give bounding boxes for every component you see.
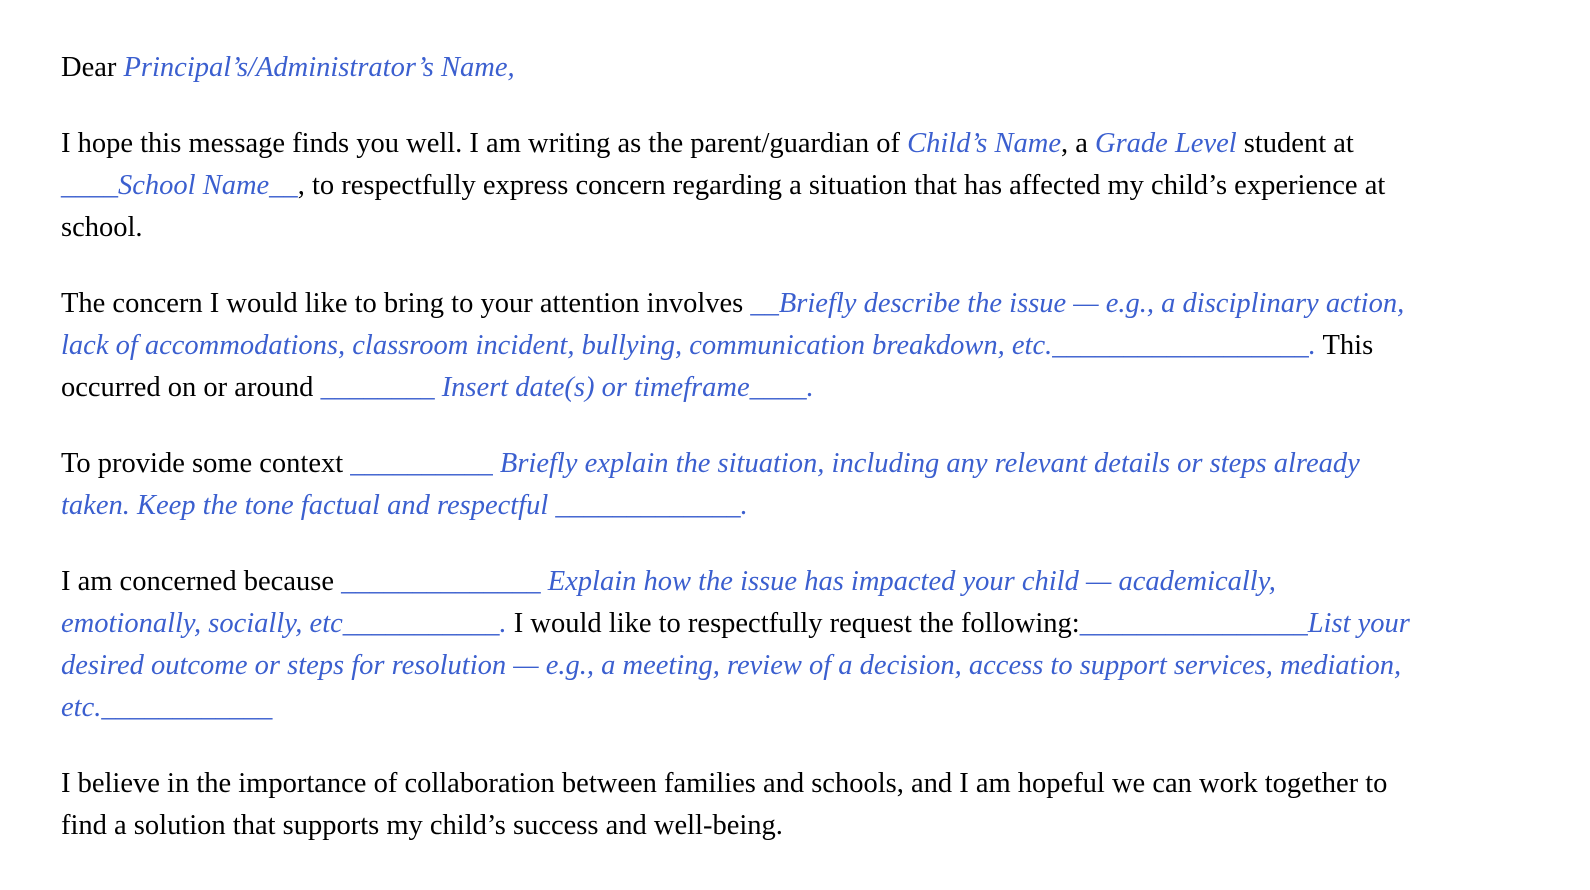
child-name-placeholder[interactable]: Child’s Name: [907, 128, 1061, 159]
school-name-placeholder[interactable]: ____School Name__: [61, 170, 298, 201]
outcome-placeholder[interactable]: ________________List your desired outcome or steps for resolution — e.g., a meeting, review of a decision, access to support services, mediation, etc.____________: [61, 608, 1410, 723]
date-placeholder[interactable]: ________ Insert date(s) or timeframe____.: [320, 372, 814, 403]
paragraph-closing: [61, 763, 1421, 847]
request-text-2: I would like to respectfully request the following:: [506, 608, 1080, 639]
context-placeholder[interactable]: __________ Briefly explain the situation, including any relevant details or steps already taken. Keep the tone factual and respectful _____________.: [61, 448, 1360, 521]
intro-text-2: , a: [1060, 128, 1095, 159]
concern-text-1: The concern I would like to bring to your attention involves: [61, 288, 751, 319]
recipient-name-placeholder[interactable]: Principal’s/Administrator’s Name,: [123, 52, 515, 83]
request-text-1: I am concerned because: [61, 566, 342, 597]
closing-text: I believe in the importance of collaboration between families and schools, and I am hopeful we can work together to find a solution that supports my child’s success and well-being.: [61, 768, 1388, 841]
concern-text-2: This occurred on or around: [61, 330, 1374, 403]
issue-description-placeholder[interactable]: __Briefly describe the issue — e.g., a disciplinary action, lack of accommodations, classroom incident, bullying, communication breakdown, etc.__________________.: [61, 288, 1405, 361]
intro-text-1: I hope this message finds you well. I am writing as the parent/guardian of: [61, 128, 908, 159]
grade-level-placeholder[interactable]: Grade Level: [1095, 128, 1237, 159]
salutation-prefix: Dear: [61, 52, 124, 83]
impact-placeholder[interactable]: ______________ Explain how the issue has impacted your child — academically, emotionally, socially, etc___________.: [61, 566, 1276, 639]
paragraph-request: [61, 561, 1421, 729]
letter-body: [61, 47, 1421, 881]
paragraph-context: [61, 443, 1421, 527]
intro-text-3: student at: [1236, 128, 1354, 159]
paragraph-concern: [61, 283, 1421, 409]
salutation: [61, 47, 1421, 89]
intro-text-4: , to respectfully express concern regarding a situation that has affected my child’s experience at school.: [61, 170, 1386, 243]
paragraph-intro: [61, 123, 1421, 249]
context-text-1: To provide some context: [61, 448, 351, 479]
